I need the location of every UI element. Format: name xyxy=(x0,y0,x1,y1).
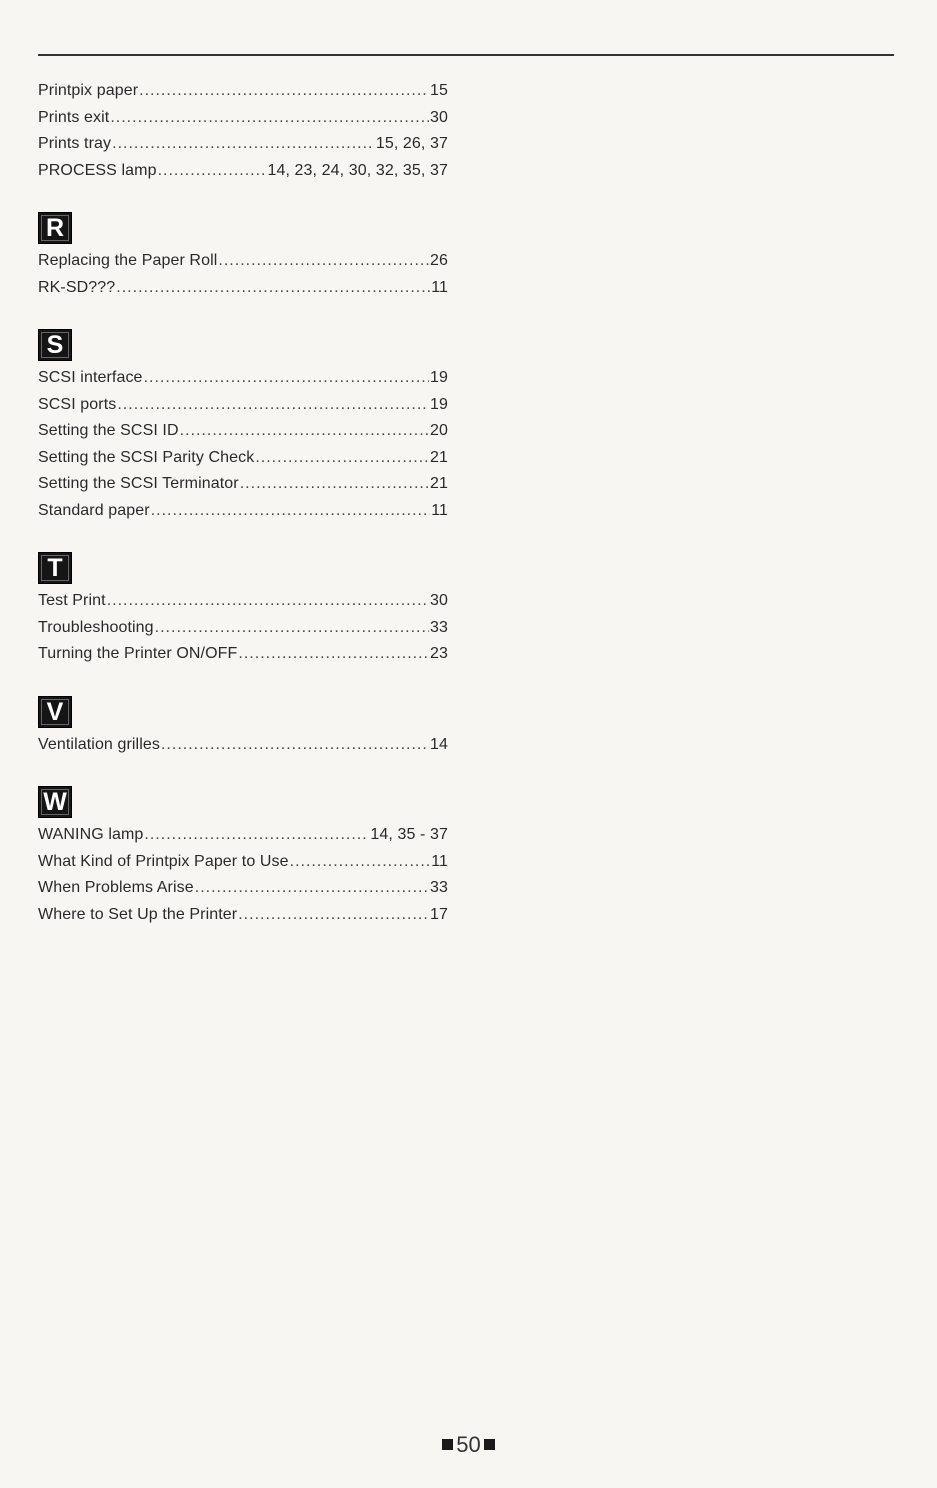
index-entry xyxy=(38,105,448,132)
index-entry xyxy=(38,615,448,642)
index-term: Test Print xyxy=(38,592,106,609)
index-entry xyxy=(38,849,448,876)
index-entry xyxy=(38,875,448,902)
dot-leader xyxy=(195,875,429,902)
index-entry xyxy=(38,78,448,105)
dot-leader xyxy=(151,498,430,525)
index-entry xyxy=(38,158,448,185)
index-pages: 23 xyxy=(430,645,448,662)
index-entry xyxy=(38,365,448,392)
index-entry xyxy=(38,902,448,929)
dot-leader xyxy=(218,248,429,275)
index-term: SCSI ports xyxy=(38,395,117,413)
index-entry xyxy=(38,392,448,419)
index-pages: 11 xyxy=(431,278,448,296)
index-entry xyxy=(38,445,448,472)
index-entry xyxy=(38,588,448,615)
index-entry xyxy=(38,641,448,668)
index-pages: 15 xyxy=(430,82,448,99)
index-term: Turning the Printer ON/OFF xyxy=(38,645,238,662)
dot-leader xyxy=(238,902,429,929)
index-pages: 14 xyxy=(430,735,448,753)
dot-leader xyxy=(117,392,429,419)
index-pages: 15, 26, 37 xyxy=(375,135,448,152)
index-pages: 21 xyxy=(430,448,448,466)
dot-leader xyxy=(144,822,369,849)
index-pages: 14, 23, 24, 30, 32, 35, 37 xyxy=(267,161,448,179)
index-group-w xyxy=(38,758,448,928)
dot-leader xyxy=(144,365,429,392)
dot-leader xyxy=(180,418,429,445)
index-pages: 30 xyxy=(430,592,448,609)
index-pages: 30 xyxy=(430,108,448,126)
index-term: Setting the SCSI ID xyxy=(38,422,179,439)
index-entry xyxy=(38,822,448,849)
index-group-t xyxy=(38,524,448,668)
index-entry xyxy=(38,471,448,498)
index-term: RK-SD??? xyxy=(38,278,116,296)
index-entry xyxy=(38,275,448,302)
index-entry xyxy=(38,418,448,445)
square-bullet-icon xyxy=(484,1439,495,1450)
index-pages: 33 xyxy=(430,618,448,636)
section-letter-r: R xyxy=(38,212,72,244)
index-term: What Kind of Printpix Paper to Use xyxy=(38,852,289,870)
index-group-s xyxy=(38,301,448,524)
index-term: Setting the SCSI Terminator xyxy=(38,475,239,492)
index-pages: 17 xyxy=(430,905,448,923)
index-term: Prints tray xyxy=(38,135,112,152)
page-number: 50 xyxy=(456,1432,481,1457)
index-group-v xyxy=(38,668,448,759)
index-term: Troubleshooting xyxy=(38,618,154,636)
index-entry xyxy=(38,498,448,525)
page-footer xyxy=(0,1432,937,1458)
index-group-r xyxy=(38,184,448,301)
index-pages: 21 xyxy=(430,475,448,492)
index-entry xyxy=(38,131,448,158)
index-term: WANING lamp xyxy=(38,826,144,843)
dot-leader xyxy=(112,131,375,158)
square-bullet-icon xyxy=(442,1439,453,1450)
section-letter-w: W xyxy=(38,786,72,818)
section-letter-s: S xyxy=(38,329,72,361)
index-column xyxy=(38,78,448,928)
index-pages: 20 xyxy=(430,422,448,439)
index-group-p-continued xyxy=(38,78,448,184)
index-term: Replacing the Paper Roll xyxy=(38,252,218,269)
index-pages: 14, 35 - 37 xyxy=(370,826,448,843)
dot-leader xyxy=(139,78,429,105)
index-pages: 26 xyxy=(430,252,448,269)
section-letter-v: V xyxy=(38,696,72,728)
index-term: Standard paper xyxy=(38,501,150,519)
index-entry xyxy=(38,732,448,759)
dot-leader xyxy=(238,641,429,668)
dot-leader xyxy=(290,849,431,876)
index-pages: 19 xyxy=(430,395,448,413)
index-term: When Problems Arise xyxy=(38,879,194,896)
dot-leader xyxy=(240,471,429,498)
top-rule xyxy=(38,54,894,56)
index-term: Setting the SCSI Parity Check xyxy=(38,448,255,466)
index-pages: 11 xyxy=(431,852,448,870)
index-pages: 11 xyxy=(431,501,448,519)
index-term: Where to Set Up the Printer xyxy=(38,905,238,923)
index-entry xyxy=(38,248,448,275)
index-term: PROCESS lamp xyxy=(38,161,157,179)
dot-leader xyxy=(155,615,429,642)
dot-leader xyxy=(110,105,429,132)
index-term: SCSI interface xyxy=(38,369,143,386)
dot-leader xyxy=(158,158,267,185)
dot-leader xyxy=(255,445,429,472)
index-term: Prints exit xyxy=(38,108,110,126)
dot-leader xyxy=(107,588,429,615)
index-pages: 33 xyxy=(430,879,448,896)
section-letter-t: T xyxy=(38,552,72,584)
index-term: Ventilation grilles xyxy=(38,735,160,753)
index-term: Printpix paper xyxy=(38,82,139,99)
dot-leader xyxy=(116,275,430,302)
dot-leader xyxy=(161,732,429,759)
index-pages: 19 xyxy=(430,369,448,386)
